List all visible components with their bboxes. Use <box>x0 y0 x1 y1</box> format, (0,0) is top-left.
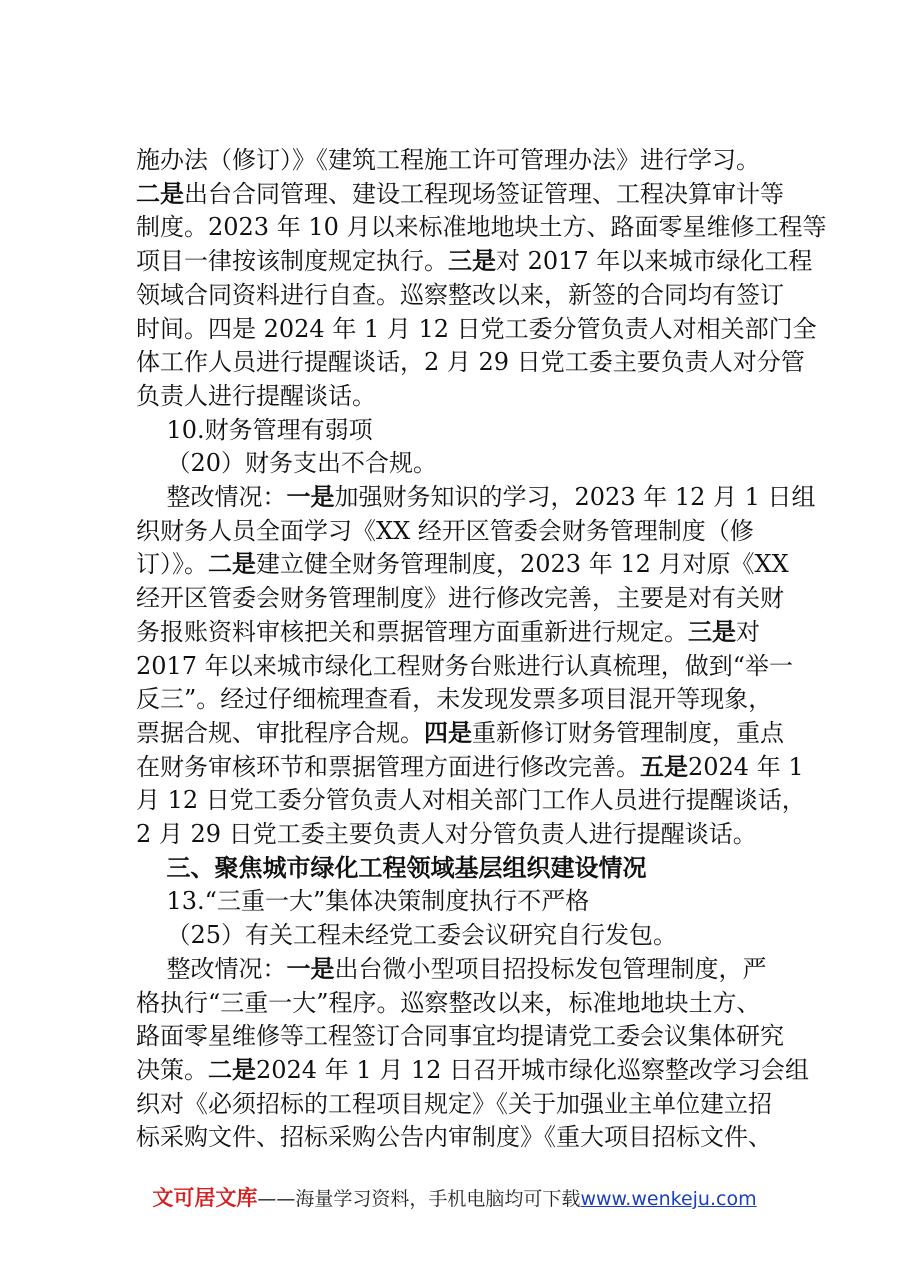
text-run: 织对《必须招标的工程项目规定》《关于加强业主单位建立招 <box>136 1089 772 1118</box>
bold-marker: 二是 <box>136 179 184 208</box>
bold-marker: 一是 <box>286 483 335 511</box>
text-run: 决策。 <box>136 1055 208 1084</box>
footer-tagline: ——海量学习资料，手机电脑均可下载 <box>257 1188 581 1210</box>
text-run: 整改情况： <box>136 483 287 511</box>
text-run: 2017 年以来城市绿化工程财务台账进行认真梳理，做到“举一 <box>136 651 793 680</box>
text-run: 织财务人员全面学习《XX 经开区管委会财务管理制度（修 <box>136 516 754 545</box>
text-run: 10.财务管理有弱项 <box>136 415 373 444</box>
bold-marker: 二是 <box>208 1055 256 1084</box>
text-run: （25）有关工程未经党工委会议研究自行发包。 <box>136 921 678 950</box>
text-run: 月 12 日党工委分管负责人对相关部门工作人员进行提醒谈话， <box>136 786 806 815</box>
text-line <box>0 1117 909 1157</box>
text-run: 13.“三重一大”集体决策制度执行不严格 <box>136 887 590 916</box>
footer-link[interactable]: www.wenkeju.com <box>580 1188 757 1210</box>
text-run: （20）财务支出不合规。 <box>136 449 438 478</box>
text-run: 2024 年 1 月 12 日召开城市绿化巡察整改学习会组 <box>256 1055 810 1084</box>
text-run: 体工作人员进行提醒谈话，2 月 29 日党工委主要负责人对分管 <box>136 348 805 377</box>
footer-banner <box>0 1180 909 1216</box>
bold-marker: 五是 <box>640 752 688 781</box>
text-run: 项目一律按该制度规定执行。 <box>136 247 448 276</box>
text-run: 2 月 29 日党工委主要负责人对分管负责人进行提醒谈话。 <box>136 820 757 848</box>
bold-marker: 二是 <box>208 550 256 579</box>
bold-marker: 四是 <box>424 718 472 747</box>
text-run: 建立健全财务管理制度，2023 年 12 月对原《XX <box>256 550 789 579</box>
text-run: 负责人进行提醒谈话。 <box>136 381 376 410</box>
text-run: 格执行“三重一大”程序。巡察整改以来，标准地地块土方、 <box>136 988 761 1017</box>
text-run: 标采购文件、招标采购公告内审制度》《重大项目招标文件、 <box>136 1123 772 1152</box>
text-run: 重新修订财务管理制度，重点 <box>472 718 784 747</box>
text-run: 在财务审核环节和票据管理方面进行修改完善。 <box>136 752 640 781</box>
text-run: 务报账资料审核把关和票据管理方面重新进行规定。 <box>136 617 688 646</box>
text-run: 加强财务知识的学习，2023 年 12 月 1 日组 <box>334 483 816 511</box>
text-run: 反三”。经过仔细梳理查看，未发现发票多项目混开等现象， <box>136 685 773 714</box>
text-run: 经开区管委会财务管理制度》进行修改完善，主要是对有关财 <box>136 584 784 613</box>
text-run: 订）》。 <box>136 550 208 579</box>
bold-marker: 三、聚焦城市绿化工程领域基层组织建设情况 <box>166 853 647 882</box>
text-run: 时间。四是 2024 年 1 月 12 日党工委分管负责人对相关部门全 <box>136 314 817 343</box>
bold-marker: 一是 <box>286 954 335 983</box>
bold-marker: 三是 <box>448 247 496 276</box>
text-run <box>136 854 167 882</box>
text-run: 出台合同管理、建设工程现场签证管理、工程决算审计等 <box>184 179 784 208</box>
bold-marker: 三是 <box>688 617 736 646</box>
footer-brand: 文可居文库 <box>152 1186 258 1210</box>
text-run: 出台微小型项目招投标发包管理制度，严 <box>334 954 767 983</box>
text-run: 路面零星维修等工程签订合同事宜均提请党工委会议集体研究 <box>136 1022 784 1051</box>
text-run: 制度。2023 年 10 月以来标准地地块土方、路面零星维修工程等 <box>136 213 827 242</box>
text-run: 整改情况： <box>136 954 287 983</box>
text-run: 施办法（修订）》《建筑工程施工许可管理办法》进行学习。 <box>136 146 760 174</box>
text-run: 票据合规、审批程序合规。 <box>136 718 424 747</box>
text-run: 对 <box>736 617 760 646</box>
text-run: 2024 年 1 <box>688 752 804 781</box>
text-run: 领域合同资料进行自查。巡察整改以来，新签的合同均有签订 <box>136 280 784 309</box>
text-run: 对 2017 年以来城市绿化工程 <box>496 247 813 276</box>
